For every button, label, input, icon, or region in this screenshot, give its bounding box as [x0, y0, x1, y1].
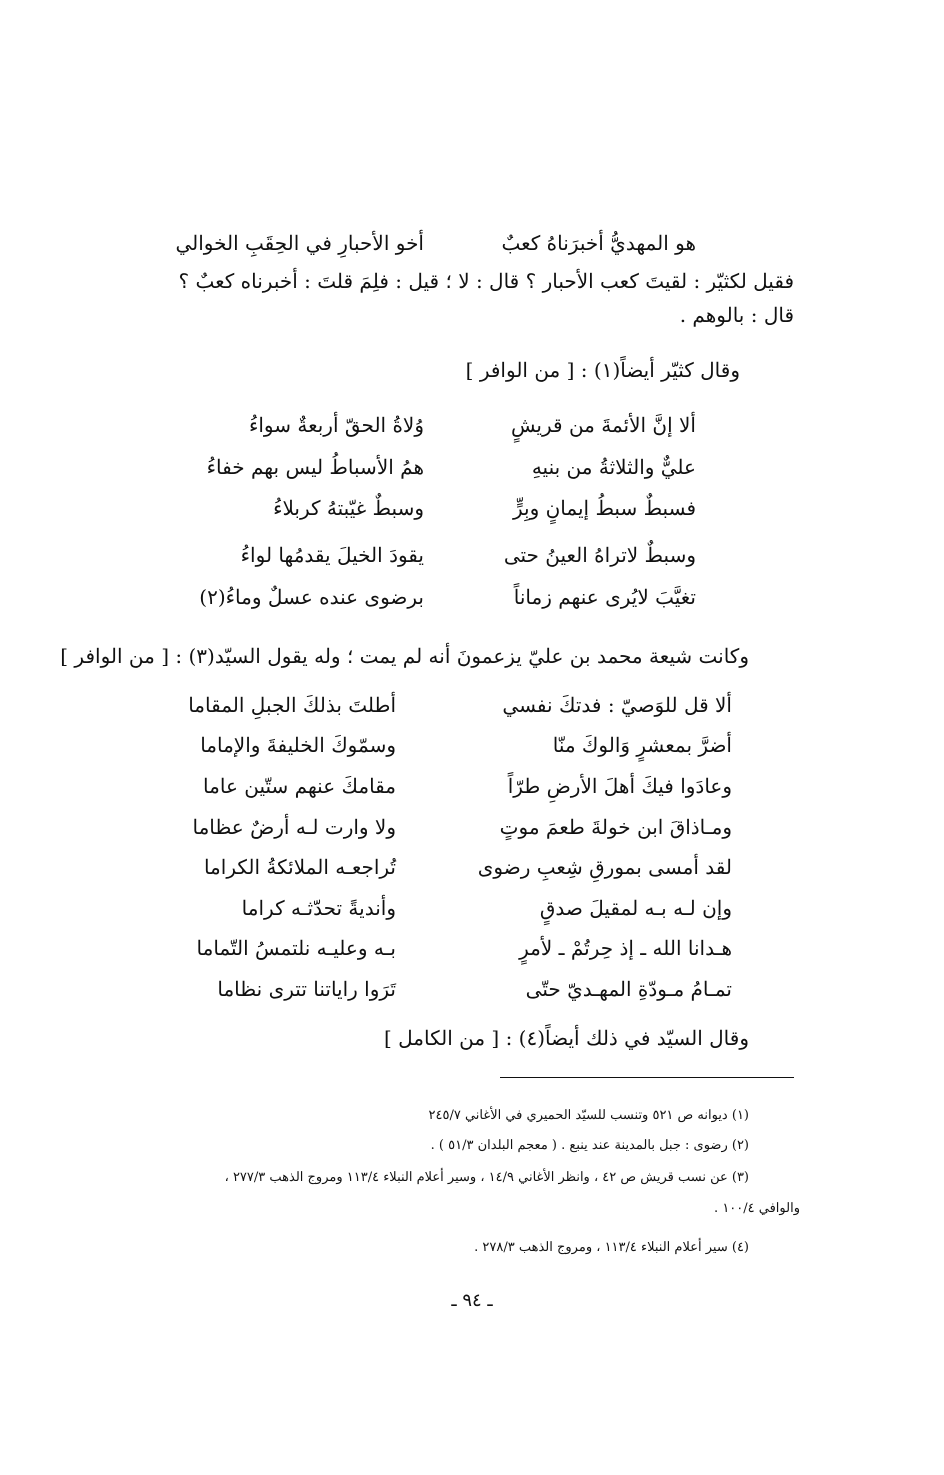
poem2-verse-5-first: لقد أمسى بمورقِ شِعبِ رضوى [477, 855, 732, 879]
footnote-4: (٤) سير أعلام النبلاء ١١٣/٤ ، ومروج الذهب ٢٧٨/٣ . [474, 1240, 749, 1255]
poem2-verse-4-first: ومـاذاقَ ابن خولةَ طعمَ موتٍ [499, 815, 732, 839]
poem2-verse-2-second: وسمّوكَ الخليفةَ والإماما [200, 733, 396, 757]
poem2-verse-6-second: وأنديةً تحدّثـه كراما [241, 896, 396, 920]
footnote-2: (٢) رضوى : جبل بالمدينة عند ينبع . ( معجم البلدان ٥١/٣ ) . [430, 1138, 749, 1153]
poem1-verse-4-second: يقودَ الخيلَ يقدمُها لواءُ [240, 543, 424, 567]
poem1-verse-1-first: ألا إنَّ الأئمةَ من قريشٍ [510, 413, 696, 437]
poem3-intro: وقال السيّد في ذلك أيضاً(٤) : [ من الكامل ] [383, 1026, 749, 1050]
poem1-verse-5-second: برضوى عنده عسلٌ وماءُ(٢) [199, 585, 424, 609]
poem1-verse-4-first: وسبطٌ لاتراهُ العينُ حتى [503, 543, 696, 567]
poem2-intro: وكانت شيعة محمد بن عليّ يزعمونَ أنه لم يمت ؛ وله يقول السيّد(٣) : [ من الوافر ] [60, 644, 749, 668]
poem1-intro: وقال كثيّر أيضاً(١) : [ من الوافر ] [465, 358, 740, 382]
poem1-verse-2-first: عليٌّ والثلاثةُ من بنيهِ [531, 455, 696, 479]
poem2-verse-1-second: أطلتَ بذلكَ الجبلِ المقاما [188, 693, 396, 717]
poem2-verse-6-first: وإن لـه بـه لمقيلَ صدقٍ [539, 896, 732, 920]
footnote-3: (٣) عن نسب قريش ص ٤٢ ، وانظر الأغاني ١٤/٩ ، وسير أعلام النبلاء ١١٣/٤ ومروج الذهب ٢٧٧/٣ ، [224, 1170, 749, 1185]
poem2-verse-8-first: تمـامُ مـودّةِ المهـديّ حتّى [525, 977, 732, 1001]
page-number: ـ ٩٤ ـ [451, 1290, 493, 1311]
prose-line-1: فقيل لكثيّر : لقيتَ كعب الأحبار ؟ قال : لا ؛ قيل : فلِمَ قلتَ : أخبرناه كعبٌ ؟ [178, 269, 794, 293]
poem1-verse-2-second: همُ الأسباطُ ليس بهم خفاءُ [206, 455, 424, 479]
poem2-verse-5-second: تُراجعـه الملائكةُ الكراما [203, 855, 396, 879]
opening-verse-first: هو المهديُّ أخبرَناهُ كعبٌ [501, 231, 696, 255]
poem1-verse-3-second: وسبطٌ غيّبتهُ كربلاءُ [273, 496, 424, 520]
poem2-verse-3-first: وعادَوا فيكَ أهلَ الأرضِ طرّاً [507, 774, 732, 798]
footnote-3-continued: والوافي ١٠٠/٤ . [714, 1201, 800, 1216]
poem2-verse-7-first: هـدانا الله ـ إذ حِرتُمْ ـ لأمرٍ [519, 936, 732, 960]
poem1-verse-3-first: فسبطٌ سبطُ إيمانٍ وبِرٍّ [513, 496, 696, 520]
opening-verse-second: أخو الأحبارِ في الحِقَبِ الخوالي [175, 231, 424, 255]
poem2-verse-7-second: بـه وعليـه نلتمسُ التّماما [196, 936, 396, 960]
prose-line-2: قال : بالوهم . [679, 303, 794, 327]
poem2-verse-2-first: أضرَّ بمعشرٍ وَالوكَ منّا [552, 733, 732, 757]
poem2-verse-4-second: ولا وارت لـه أرضٌ عظاما [192, 815, 396, 839]
poem2-verse-3-second: مقامكَ عنهم ستّين عاما [203, 774, 396, 798]
footnote-separator [500, 1077, 794, 1078]
poem2-verse-8-second: تَرَوا راياتنا تترى نظاما [217, 977, 396, 1001]
poem1-verse-5-first: تغيَّبَ لايُرى عنهم زماناً [513, 585, 696, 609]
poem2-verse-1-first: ألا قل للوَصيّ : فدتكَ نفسي [502, 693, 732, 717]
poem1-verse-1-second: وُلاةُ الحقّ أربعةٌ سواءُ [248, 413, 424, 437]
footnote-1: (١) ديوانه ص ٥٢١ وتنسب للسيّد الحميري في الأغاني ٢٤٥/٧ [428, 1108, 749, 1123]
